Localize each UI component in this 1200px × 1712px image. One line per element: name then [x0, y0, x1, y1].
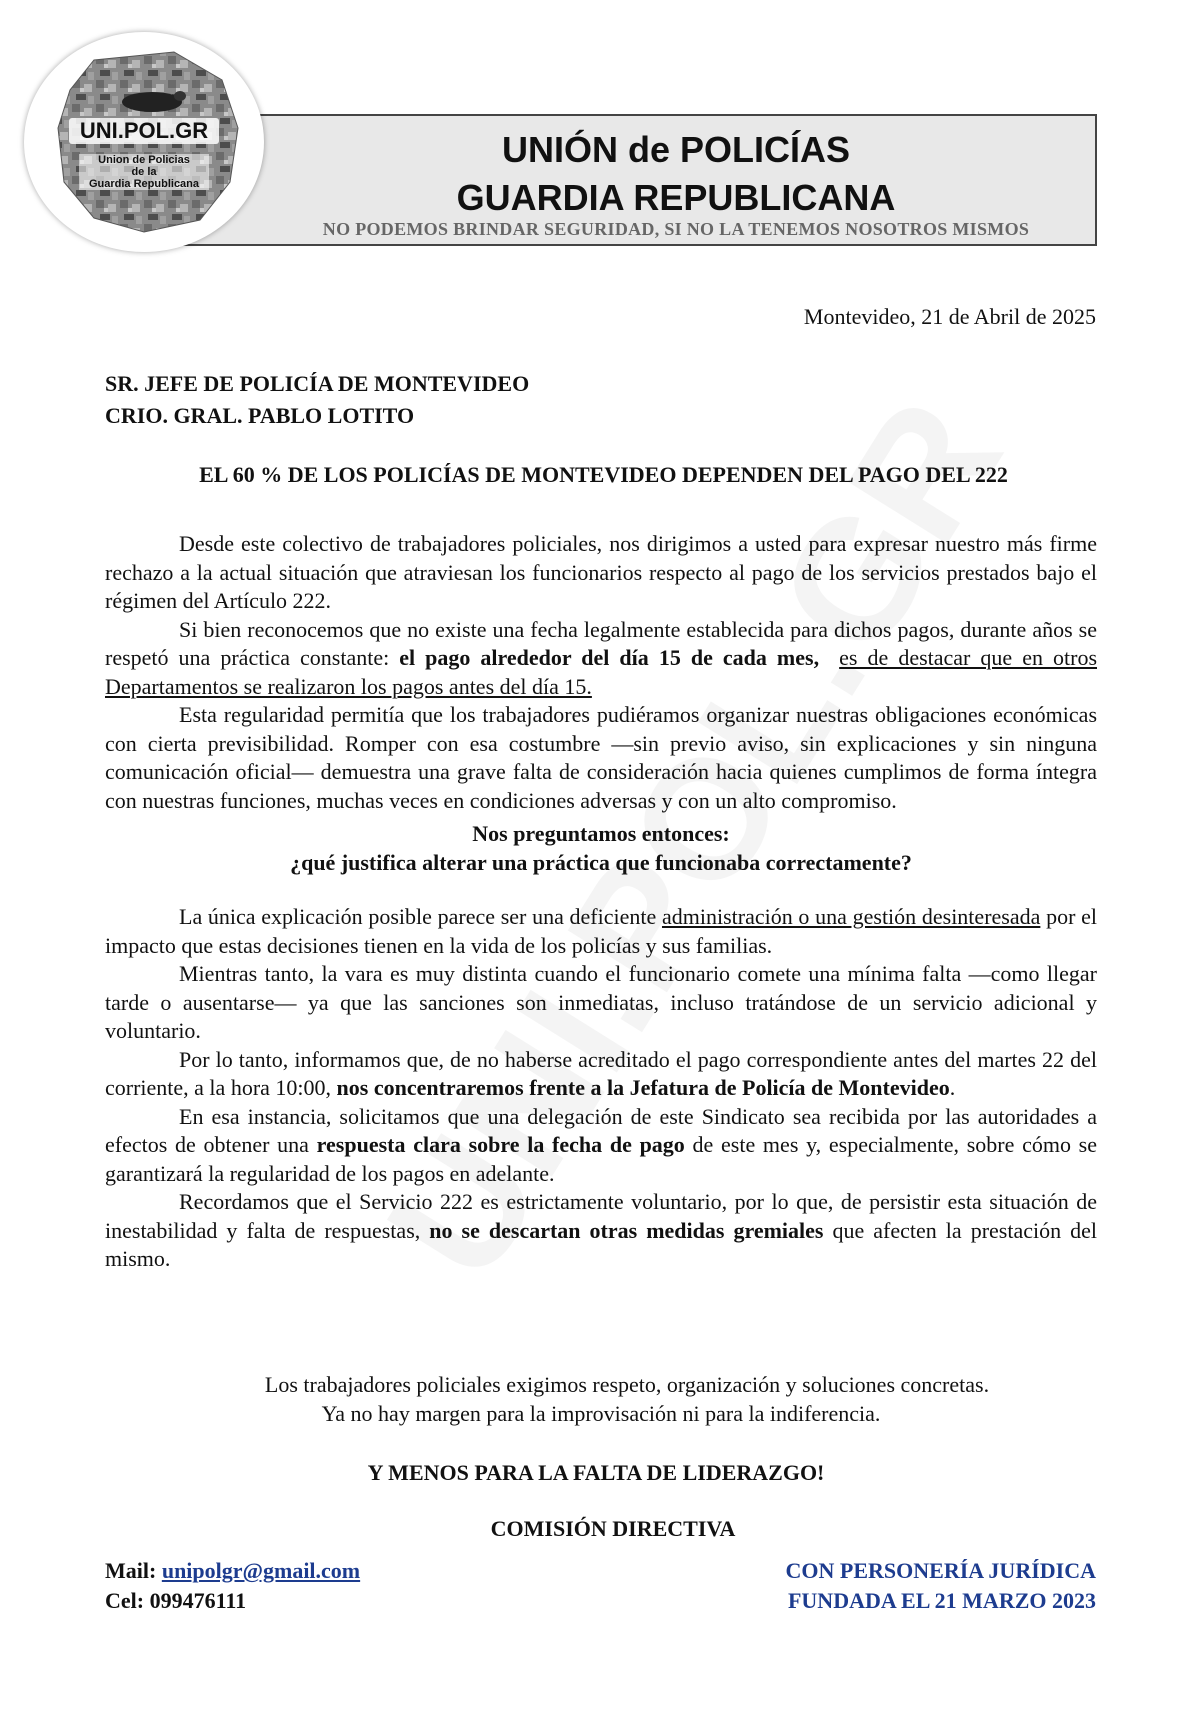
paragraph-4-text: La única explicación posible parece ser una deficiente	[179, 904, 662, 929]
letterhead-slogan: NO PODEMOS BRINDAR SEGURIDAD, SI NO LA TENEMOS NOSOTROS MISMOS	[322, 219, 1030, 239]
paragraph-6-text: Por lo tanto, informamos que, de no haberse acreditado el pago correspondiente antes del martes 22 del corriente, a la hora 10:00,	[105, 1046, 1097, 1100]
logo-subtitle-line: Union de Policias	[98, 154, 190, 166]
question-line1: Nos preguntamos entonces:	[472, 821, 730, 846]
logo-subtitle-line: Guardia Republicana	[88, 178, 200, 190]
mail-row	[105, 1556, 360, 1586]
mail-label: Mail:	[105, 1558, 162, 1583]
paragraph-8-text-end: que afecten la prestación del mismo.	[105, 1217, 1097, 1271]
organization-title-line1: UNIÓN de POLICÍAS	[501, 129, 851, 170]
paragraph-4	[105, 903, 1097, 960]
letter-body	[105, 530, 1097, 1274]
recipient-line1: SR. JEFE DE POLICÍA DE MONTEVIDEO	[105, 371, 530, 396]
cel-value: 099476111	[149, 1588, 247, 1613]
cel-row	[105, 1586, 360, 1616]
paragraph-4-underline: administración o una gestión desinteresada	[661, 904, 1041, 929]
paragraph-1: Desde este colectivo de trabajadores policiales, nos dirigimos a usted para expresar nuestro más firme rechazo a la actual situación que atraviesan los funcionarios respecto al pago de los servicios prestados bajo el régimen del Artículo 222.	[105, 531, 1097, 613]
paragraph-7	[105, 1103, 1097, 1189]
closing-line1: Los trabajadores policiales exigimos respeto, organización y soluciones concretas.	[264, 1372, 990, 1397]
paragraph-6-text-end: .	[949, 1075, 956, 1100]
paragraph-7-text: En esa instancia, solicitamos que una delegación de este Sindicato sea recibida por las autoridades a efectos de obtener una	[105, 1103, 1097, 1157]
paragraph-7-bold: respuesta clara sobre la fecha de pago	[316, 1132, 685, 1157]
recipient-block	[105, 368, 529, 432]
legal-line1: CON PERSONERÍA JURÍDICA	[785, 1558, 1096, 1583]
letter-date: Montevideo, 21 de Abril de 2025	[803, 304, 1096, 329]
recipient-line2: CRIO. GRAL. PABLO LOTITO	[105, 403, 415, 428]
paragraph-2-underline: es de destacar que en otros Departamentos se realizaron los pagos antes del día 15.	[105, 645, 1097, 699]
logo-subtitle-line: de la	[131, 166, 157, 178]
question-line2: ¿qué justifica alterar una práctica que funcionaba correctamente?	[290, 850, 912, 875]
paragraph-8	[105, 1188, 1097, 1274]
signature: COMISIÓN DIRECTIVA	[490, 1516, 736, 1541]
paragraph-6-bold: nos concentraremos frente a la Jefatura de Policía de Montevideo	[336, 1075, 950, 1100]
paragraph-2-bold: el pago alrededor del día 15 de cada mes,	[399, 645, 820, 670]
legal-block	[786, 1556, 1096, 1616]
mail-link[interactable]: unipolgr@gmail.com	[161, 1558, 361, 1583]
contact-block	[105, 1556, 360, 1616]
final-slogan: Y MENOS PARA LA FALTA DE LIDERAZGO!	[367, 1460, 825, 1485]
letter-subject: EL 60 % DE LOS POLICÍAS DE MONTEVIDEO DEPENDEN DEL PAGO DEL 222	[199, 462, 1008, 487]
paragraph-3: Esta regularidad permitía que los trabajadores pudiéramos organizar nuestras obligaciones económicas con cierta previsibilidad. Romper con esa costumbre —sin previo aviso, sin explicaciones y sin ninguna comunicación oficial— demuestra una grave falta de consideración hacia quienes cumplimos de forma íntegra con nuestras funciones, muchas veces en condiciones adversas y con un alto compromiso.	[105, 702, 1097, 813]
logo-name: UNI.POL.GR	[69, 118, 219, 144]
logo-subtitle	[79, 154, 209, 190]
paragraph-5: Mientras tanto, la vara es muy distinta cuando el funcionario comete una mínima falta —como llegar tarde o ausentarse— ya que las sanciones son inmediatas, incluso tratándose de un servicio adicional y voluntario.	[105, 961, 1097, 1043]
paragraph-2	[105, 616, 1097, 702]
cel-label: Cel:	[105, 1588, 150, 1613]
union-logo	[24, 32, 264, 252]
paragraph-8-text: Recordamos que el Servicio 222 es estrictamente voluntario, por lo que, de persistir esta situación de inestabilidad y falta de respuestas,	[105, 1189, 1097, 1243]
question-block	[105, 819, 1097, 877]
paragraph-7-text-end: de este mes y, especialmente, sobre cómo se garantizará la regularidad de los pagos en adelante.	[105, 1132, 1097, 1186]
organization-title-line2: GUARDIA REPUBLICANA	[456, 177, 896, 218]
paragraph-8-bold: no se descartan otras medidas gremiales	[429, 1217, 824, 1243]
legal-line2: FUNDADA EL 21 MARZO 2023	[787, 1588, 1096, 1613]
paragraph-6	[105, 1046, 1097, 1103]
paragraph-2-text: Si bien reconocemos que no existe una fecha legalmente establecida para dichos pagos, durante años se respetó una práctica constante:	[105, 616, 1097, 670]
paragraph-4-text-end: por el impacto que estas decisiones tienen en la vida de los policías y sus familias.	[105, 904, 1097, 958]
closing-block	[105, 1370, 1097, 1428]
closing-line2: Ya no hay margen para la improvisación ni para la indiferencia.	[321, 1401, 881, 1426]
